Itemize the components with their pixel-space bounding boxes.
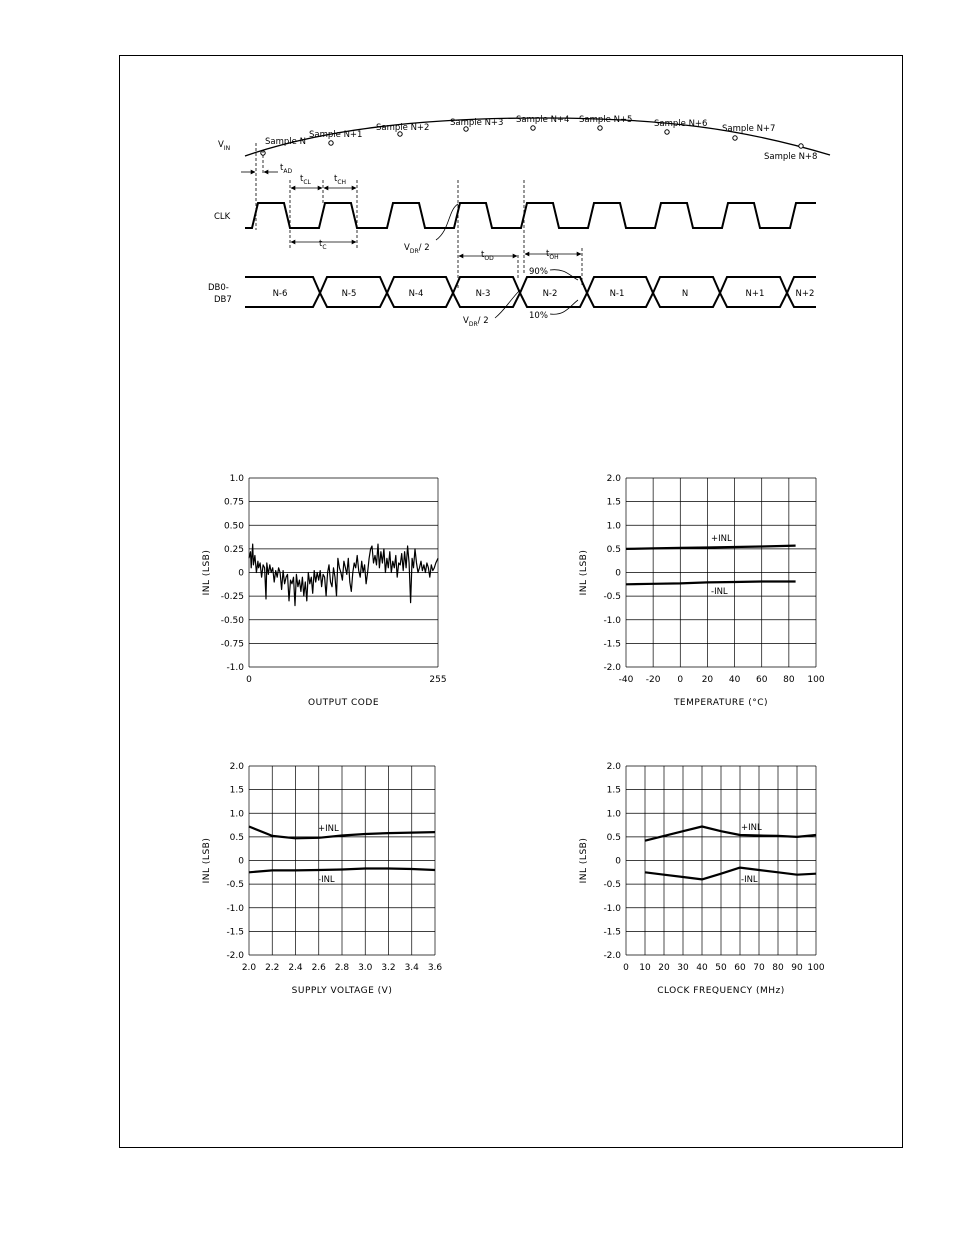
sample-dot: [531, 126, 535, 130]
series-label: -INL: [318, 875, 335, 885]
bus-segment-label: N-1: [609, 289, 625, 299]
y-tick-label: -1.0: [603, 615, 621, 626]
y-tick-label: -0.50: [220, 615, 244, 626]
inl-chart-3: [202, 762, 442, 996]
y-tick-label: -1.5: [603, 639, 621, 650]
y-tick-label: -0.5: [226, 880, 244, 891]
y-tick-label: -0.75: [220, 639, 244, 650]
x-tick-label: 20: [658, 963, 670, 973]
bus-segment-label: N-4: [408, 289, 424, 299]
inl-chart-1: [202, 474, 447, 708]
vin-label: $V_{IN}$: [218, 140, 231, 152]
x-tick-label: 60: [734, 963, 746, 973]
t-cl-label: $t_{CL}$: [300, 174, 311, 186]
bus-segment-label: N: [681, 289, 689, 299]
y-tick-label: -1.5: [226, 927, 244, 938]
sample-dot: [665, 130, 669, 134]
sample-dot: [733, 136, 737, 140]
series-label: +INL: [711, 534, 732, 544]
pct10-label: 10%: [529, 311, 548, 321]
y-tick-label: -0.5: [603, 592, 621, 603]
minus-inl-line: [626, 582, 796, 585]
t-ch-label: $t_{CH}$: [334, 174, 347, 186]
t-od-label: $t_{OD}$: [481, 250, 494, 262]
y-tick-label: 0.5: [606, 544, 621, 555]
y-tick-label: -1.0: [603, 903, 621, 914]
y-tick-label: 0: [615, 568, 621, 579]
y-tick-label: 1.0: [606, 809, 621, 820]
x-tick-label: 50: [715, 963, 727, 973]
bus-segment-label: N-5: [341, 289, 357, 299]
inl-chart-2: [579, 474, 825, 708]
bus-segment-label: N-6: [272, 289, 288, 299]
y-tick-label: -0.25: [220, 592, 244, 603]
sample-label: Sample N+1: [309, 130, 363, 140]
sample-label: Sample N+3: [450, 118, 504, 128]
db-label-bot: DB7: [214, 295, 232, 305]
sample-dot: [799, 144, 803, 148]
y-tick-label: 1.0: [229, 474, 244, 484]
x-tick-label: 80: [772, 963, 784, 973]
x-tick-label: 70: [753, 963, 765, 973]
y-tick-label: 2.0: [229, 762, 244, 772]
timing-diagram: [0, 0, 954, 360]
x-tick-label: 3.2: [381, 963, 396, 973]
x-tick-label: 2.2: [265, 963, 280, 973]
x-axis-label: CLOCK FREQUENCY (MHz): [657, 986, 785, 996]
y-tick-label: 1.5: [606, 785, 621, 796]
y-tick-label: 0: [238, 856, 244, 867]
plus-inl-line: [645, 827, 816, 841]
x-tick-label: 100: [807, 675, 825, 685]
y-tick-label: 0.50: [223, 521, 244, 532]
x-tick-label: 90: [791, 963, 803, 973]
data-bus: [245, 277, 816, 307]
sample-label: Sample N+2: [376, 123, 430, 133]
y-tick-label: 0: [615, 856, 621, 867]
db-label-top: DB0-: [208, 283, 229, 293]
x-tick-label: 10: [639, 963, 651, 973]
y-tick-label: 1.5: [229, 785, 244, 796]
x-tick-label: 30: [677, 963, 689, 973]
y-tick-label: 0.5: [606, 832, 621, 843]
y-tick-label: 1.5: [606, 497, 621, 508]
y-tick-label: -0.5: [603, 880, 621, 891]
y-tick-label: -1.0: [226, 663, 244, 673]
sample-dot: [598, 126, 602, 130]
minus-inl-line: [645, 868, 816, 880]
bus-segment-label: N-3: [475, 289, 491, 299]
x-axis-label: OUTPUT CODE: [307, 698, 380, 708]
x-tick-label: 0: [246, 675, 252, 685]
y-tick-label: -2.0: [603, 951, 621, 961]
t-ad-label: $t_{AD}$: [280, 163, 293, 175]
y-tick-label: 0: [238, 568, 244, 579]
y-axis-label: INL (LSB): [202, 837, 212, 884]
plus-inl-line: [626, 546, 796, 549]
vdr-data-label: $V_{DR}/$ 2: [463, 316, 489, 328]
vdr-label: $V_{DR}/$ 2: [404, 243, 430, 255]
y-axis-label: INL (LSB): [579, 549, 589, 596]
series-label: +INL: [318, 824, 339, 834]
y-tick-label: 1.0: [606, 521, 621, 532]
y-tick-label: 1.0: [229, 809, 244, 820]
x-tick-label: 3.6: [427, 963, 443, 973]
y-tick-label: 0.75: [223, 497, 244, 508]
x-axis-label: TEMPERATURE (°C): [673, 698, 769, 708]
y-tick-label: 0.25: [223, 544, 244, 555]
inl-charts: [0, 360, 954, 1020]
y-tick-label: -1.5: [603, 927, 621, 938]
x-tick-label: 40: [728, 675, 741, 685]
x-tick-label: 2.6: [311, 963, 326, 973]
x-tick-label: 20: [701, 675, 714, 685]
inl-chart-4: [579, 762, 825, 996]
sample-label: Sample N: [265, 137, 306, 147]
y-tick-label: 2.0: [606, 474, 621, 484]
x-tick-label: 3.4: [404, 963, 419, 973]
x-tick-label: 0: [623, 963, 629, 973]
sample-dot: [329, 141, 333, 145]
y-tick-label: 2.0: [606, 762, 621, 772]
series-label: +INL: [741, 823, 762, 833]
sample-label: Sample N+7: [722, 124, 776, 134]
bus-segment-label: N+1: [745, 289, 765, 299]
sample-label: Sample N+4: [516, 115, 570, 125]
sample-label: Sample N+6: [654, 119, 708, 129]
t-c-label: $t_C$: [319, 239, 327, 251]
x-tick-label: 40: [696, 963, 708, 973]
sample-label: Sample N+5: [579, 115, 633, 125]
x-tick-label: -40: [618, 675, 634, 685]
y-tick-label: -2.0: [226, 951, 244, 961]
y-tick-label: -1.0: [226, 903, 244, 914]
bus-segment-label: N+2: [795, 289, 815, 299]
x-tick-label: 100: [807, 963, 825, 973]
x-tick-label: 60: [755, 675, 768, 685]
clk-waveform: [245, 203, 816, 228]
bus-segment-labels: [273, 289, 815, 299]
y-axis-label: INL (LSB): [202, 549, 212, 596]
y-axis-label: INL (LSB): [579, 837, 589, 884]
series-label: -INL: [741, 875, 758, 885]
t-oh-label: $t_{OH}$: [546, 249, 559, 261]
x-tick-label: 255: [429, 675, 447, 685]
clk-label: CLK: [214, 212, 231, 222]
x-tick-label: 80: [783, 675, 795, 685]
x-tick-label: -20: [645, 675, 661, 685]
sample-label: Sample N+8: [764, 152, 818, 162]
x-tick-label: 0: [677, 675, 684, 685]
x-axis-label: SUPPLY VOLTAGE (V): [291, 986, 393, 996]
x-tick-label: 3.0: [358, 963, 373, 973]
x-tick-label: 2.8: [334, 963, 350, 973]
pct90-label: 90%: [529, 267, 548, 277]
x-tick-label: 2.4: [288, 963, 303, 973]
bus-segment-label: N-2: [542, 289, 558, 299]
series-label: -INL: [711, 587, 728, 597]
x-tick-label: 2.0: [241, 963, 257, 973]
y-tick-label: -2.0: [603, 663, 621, 673]
y-tick-label: 0.5: [229, 832, 244, 843]
